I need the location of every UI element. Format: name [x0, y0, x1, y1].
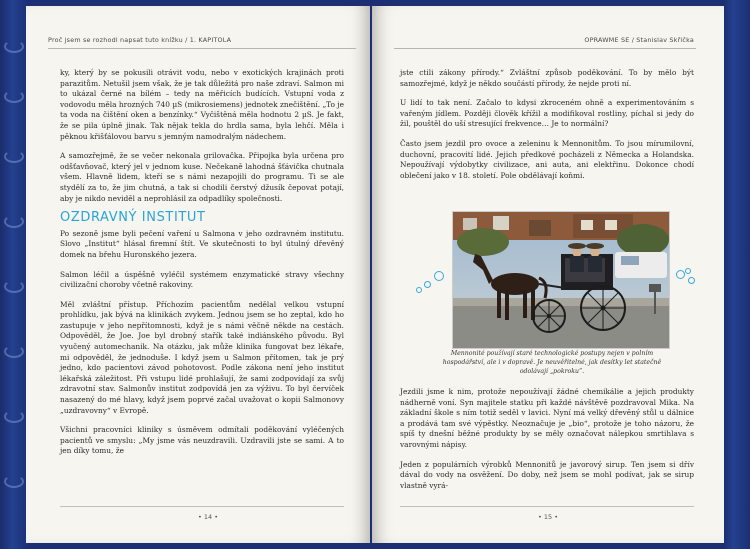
bubble-decoration-icon [676, 268, 706, 298]
right-page-body-bottom [400, 387, 694, 500]
book-cover-right-edge [722, 0, 750, 549]
wave-pattern-icon [4, 150, 24, 163]
paragraph: Často jsem jezdil pro ovoce a zeleninu k Mennonitům. To jsou mírumilovní, duchovní, pracovití lidé. Jejich předkové pocházeli z Německa a Holandska. Nepoužívají výdobytky civilizace, ani auta, ani elektřinu. Dokonce chodí oblečení jako v 18. století. Pole obdělávají koňmi. [400, 138, 694, 180]
running-head-left: Proč jsem se rozhodl napsat tuto knížku / 1. KAPITOLA [48, 36, 232, 44]
paragraph: Jeden z populárních výrobků Mennonitů je javorový sirup. Ten jsem si dřív dával do vody na osvěžení. Do doby, než jsem se mohl podívat, jak se sirup vlastně vyrá- [400, 459, 694, 490]
paragraph: Všichni pracovníci kliniky s úsměvem odmítali poděkování vyléčených pacientů ve smyslu: „My jsme vás neuzdravili. Uzdravili jste se sami. A to jen díky tomu, že [60, 425, 344, 456]
wave-pattern-icon [4, 345, 24, 358]
page-number-left: • 14 • [198, 513, 219, 521]
wave-pattern-icon [4, 215, 24, 228]
paragraph: A samozřejmě, že se večer nekonala grilovačka. Připojka byla určena pro odšťavňovač, který jel v jednom kuse. Nečekaně lahodná šťávička chutnala všem. Hlavně lidem, kteří se s námi nezapojili do programu. Ti se ale stydělí za to, že jim chutná, a tak si chodili čerstvý džusík čepovat potají, aby je nikdo neviděl a neprohlásil za odpadlíky společnosti. [60, 151, 344, 203]
wave-pattern-icon [4, 475, 24, 488]
mennonite-buggy-photo [452, 211, 670, 349]
paragraph: ky, který by se pokusili otrávit vodu, nebo v exotických krajinách proti parazitům. Netušil jsem však, že je tak důležitá pro naše zdraví. Salmon mi to ukázal černé na bílém – tedy na měřicích budících. Vstupní voda z vodovodu měla hrozných 740 µS (mikrosiemens) jednotek znečištění. „To je ta voda na čištění oken a benzínky.“ Vyčištěná měla hodnotu 2 µS. Je fakt, že se pila úplně jinak. Tak nějak tekla do hrdla sama, byla lehčí. Měla i pěknou křišťálovou barvu s jemným namodralým nádechem. [60, 68, 344, 141]
running-head-right: OPRAWME SE / Stanislav Skřička [584, 36, 694, 44]
section-heading: OZDRAVNÝ INSTITUT [60, 210, 206, 226]
paragraph: Jezdili jsme k nim, protože nepoužívají žádné chemikálie a jejich produkty nádherně voní. Syn majitele statku při každé návštěvě pozdravoval Mika. Na základní škole s ním totiž seděl v lavici. Nyní má velký dřevěný stůl u dálnice a prodává tam své výpěstky. Neoznačuje je „bio“, protože je toho názoru, že spíš ty dnešní běžné produkty by se měly označovat nálepkou smrtihlava s varovnými nápisy. [400, 387, 694, 449]
paragraph: Měl zvláštní přístup. Příchozím pacientům nedělal velkou vstupní prohlídku, jak bývá na klinikách zvykem. Jednou jsem se ho zeptal, kdo ho zastupuje v jeho nepřítomnosti, když je s námi věčně někde na cestách. Odpověděl, že Joe. Joe byl drobný stařík také indiánského původu. Byl vyučený automechanik. Na otázku, jak může klinika fungovat bez lékaře, mi odpověděl, že jednoduše. I když jsem u Salmon přítomen, tak je prý jedno, kdo pacientovi závod pohotovost. Podle zákona není jeho institut lékařská záležitost. Při vstupu lidé prohlašují, že sami zodpovídají za svůj zdravotní stav. Salmonův institut zodpovídá jen za výživu. To byl červíček nasazený do mé hlavy, když jsem poprvé začal uvažovat o kopii Salmonovy „uzdravovny“ v Evropě. [60, 299, 344, 415]
header-rule [48, 48, 356, 49]
wave-pattern-icon [4, 410, 24, 423]
page-number-right: • 15 • [538, 513, 559, 521]
header-rule [394, 48, 696, 49]
wave-pattern-icon [4, 40, 24, 53]
right-page-body-top [400, 68, 694, 190]
wave-pattern-icon [4, 280, 24, 293]
left-page-body [60, 68, 344, 466]
wave-pattern-icon [4, 90, 24, 103]
photo-caption: Mennonité používají staré technologické postupy nejen v polním hospodářství, ale i v dopravě. Je neuvěřitelné, jak desítky let statečně odolávají „pokroku“. [442, 350, 662, 375]
footer-rule [400, 506, 694, 507]
paragraph: Salmon léčil a úspěšně vyléčil systémem enzymatické stravy všechny civilizační choroby včetně rakoviny. [60, 269, 344, 290]
footer-rule [60, 506, 344, 507]
left-page [26, 6, 370, 543]
paragraph: U lidí to tak není. Začalo to kdysi zkroceném ohně a experimentováním s vařeným jídlem. Později člověk křížil a modifikoval rostliny, píchal si jedy do žil, pouštěl do uší stresující frekvence… Je to normální? [400, 98, 694, 129]
bubble-decoration-icon [416, 271, 446, 301]
paragraph: jste ctili zákony přírody.“ Zvláštní způsob poděkování. To by mělo být samozřejmé, když je někdo součástí přírody, že nejde proti ní. [400, 68, 694, 88]
right-page [372, 6, 724, 543]
paragraph: Po sezoně jsme byli pečení vaření u Salmona v jeho ozdravném institutu. Slovo „Institut“ hlásal firemní štít. Ve skutečnosti to byl útulný dřevěný domek na břehu Huronského jezera. [60, 228, 344, 259]
